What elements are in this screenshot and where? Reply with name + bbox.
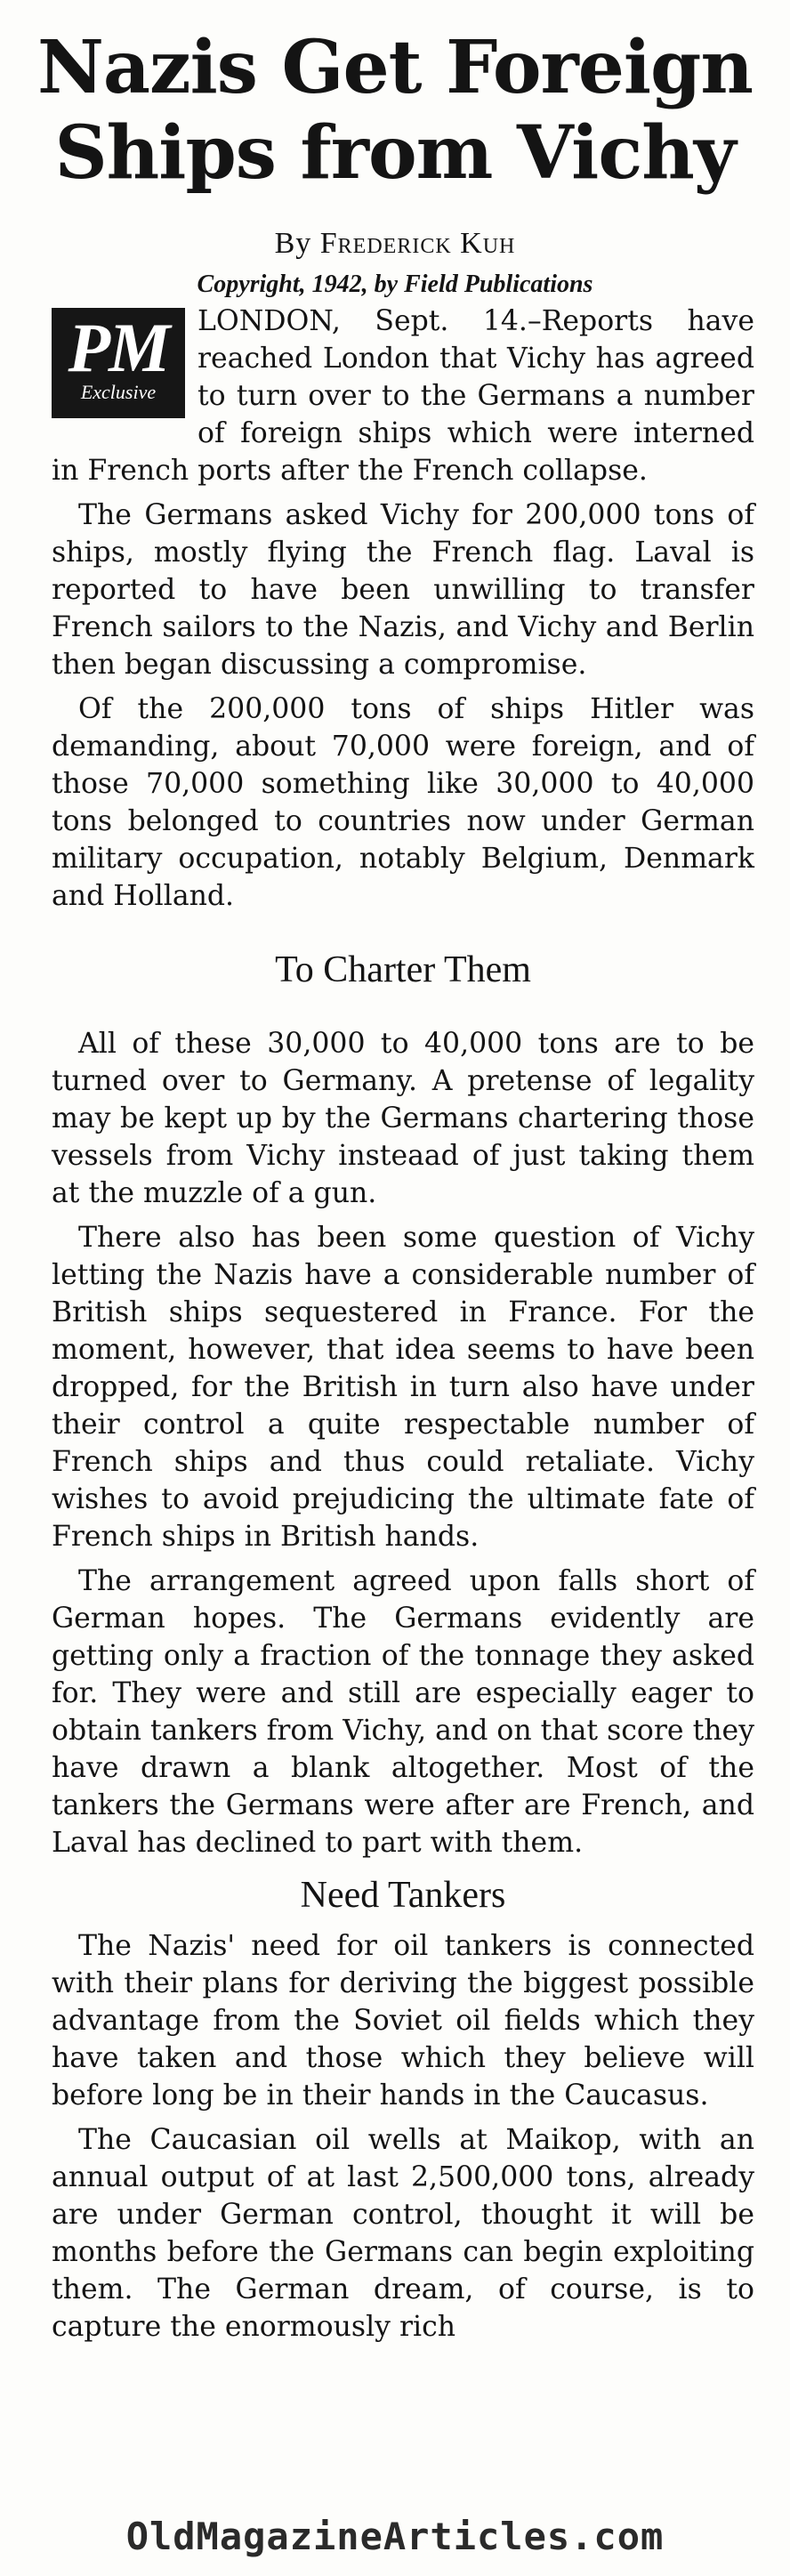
subhead-need-tankers: Need Tankers: [300, 1875, 506, 1916]
paragraph: There also has been some question of Vichy letting the Nazis have a considerable number of British ships sequestered in France. For the moment, however, that idea seems to have been dropped, for the British in turn also have under their control a quite respectable number of French ships and thus could retaliate. Vichy wishes to avoid prejudicing the ultimate fate of French ships in British hands.: [52, 1222, 754, 1553]
headline-line-2: Ships from Vichy: [54, 110, 736, 196]
byline: [0, 227, 790, 261]
paragraph: Of the 200,000 tons of ships Hitler was demanding, about 70,000 were foreign, and of those 70,000 something like 30,000 to 40,000 tons belonged to countries now under German military occupation, notably Belgium, Denmark and Holland.: [52, 693, 754, 912]
paragraph: The Nazis' need for oil tankers is connected with their plans for deriving the biggest possible advantage from the Soviet oil fields which they have taken and those which they believe will before long be in their hands in the Caucasus.: [52, 1930, 754, 2112]
paragraph-text: LONDON, Sept. 14.–Reports have reached London that Vichy has agreed to turn over to the Germans a number of foreign ships which were interned in French ports after the French collapse.: [52, 305, 754, 487]
byline-prefix: By: [274, 227, 312, 260]
paragraph-dateline: [52, 303, 754, 489]
site-watermark: OldMagazineArticles.com: [125, 2515, 665, 2558]
exclusive-label: Exclusive: [80, 381, 157, 403]
pm-exclusive-logo: [52, 308, 185, 418]
subhead-to-charter-them: To Charter Them: [275, 949, 531, 990]
paragraph: The arrangement agreed upon falls short of German hopes. The Germans evidently are getting only a fraction of the tonnage they asked for. They were and still are especially eager to obtain tankers from Vichy, and on that score they have drawn a blank altogether. Most of the tankers the Germans were after are French, and Laval has declined to part with them.: [52, 1565, 754, 1859]
article-body: [52, 303, 754, 2353]
paragraph: The Germans asked Vichy for 200,000 tons of ships, mostly flying the French flag. Laval is reported to have been unwilling to transfer French sailors to the Nazis, and Vichy and Berlin then began discussing a compromise.: [52, 499, 754, 681]
headline: [36, 25, 754, 196]
headline-line-1: Nazis Get Foreign: [36, 25, 754, 110]
paragraph: All of these 30,000 to 40,000 tons are to be turned over to Germany. A pretense of legality may be kept up by the Germans chartering those vessels from Vichy insteaad of just taking them at the muzzle of a gun.: [52, 1028, 754, 1209]
copyright-line: Copyright, 1942, by Field Publications: [197, 271, 593, 298]
author-name: Frederick Kuh: [319, 227, 516, 260]
paragraph: The Caucasian oil wells at Maikop, with an annual output of at last 2,500,000 tons, already are under German control, thought it will be months before the Germans can begin exploiting them. The German dream, of course, is to capture the enormously rich: [52, 2124, 754, 2343]
pm-logo-letters: PM: [68, 309, 169, 386]
